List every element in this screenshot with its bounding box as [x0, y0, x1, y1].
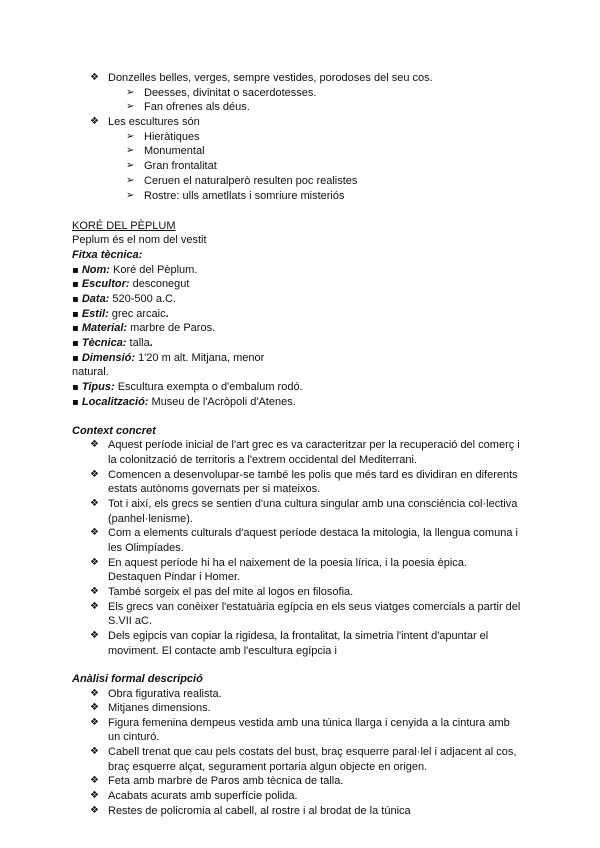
diamond-bullet-icon: ❖ — [90, 498, 99, 509]
analisi-heading: Anàlisi formal descripció — [72, 673, 203, 685]
fitxa-value: talla — [126, 337, 150, 349]
fitxa-row — [72, 380, 303, 395]
context-line: (panhel·lenisme). — [108, 513, 193, 525]
fitxa-value: grec arcaic — [108, 308, 166, 320]
arrow-bullet-icon: ➢ — [126, 131, 135, 142]
context-line: les Olimpíades. — [108, 542, 184, 554]
fitxa-row — [72, 263, 197, 278]
square-bullet-icon: ▪ — [72, 397, 79, 408]
diamond-bullet-icon: ❖ — [90, 469, 99, 480]
intro-line: Ceruen el naturalperò resulten poc realistes — [144, 175, 358, 187]
square-bullet-icon: ▪ — [72, 338, 79, 349]
arrow-bullet-icon: ➢ — [126, 145, 135, 156]
context-line: Dels egipcis van copiar la rigidesa, la frontalitat, la simetria l'intent d'apuntar el — [108, 630, 489, 642]
fitxa-row — [72, 336, 153, 351]
section-subtitle: Peplum és el nom del vestit — [72, 234, 207, 246]
analisi-line: Feta amb marbre de Paros amb tècnica de talla. — [108, 775, 344, 787]
analisi-line: Restes de policromia al cabell, al rostre i al brodat de la túnica — [108, 805, 411, 817]
analisi-line: braç esquerre alçat, segurament portaria algun objecte en origen. — [108, 761, 428, 773]
fitxa-label: Dimensió: — [81, 352, 136, 364]
fitxa-row — [72, 277, 189, 292]
analisi-line: Acabats acurats amb superfície polida. — [108, 790, 298, 802]
fitxa-row — [72, 395, 296, 410]
context-line: moviment. El contacte amb l'escultura egípcia i — [108, 645, 337, 657]
context-line: En aquest període hi ha el naixement de la poesia lírica, i la poesia èpica. — [108, 557, 467, 569]
fitxa-label: Tècnica: — [81, 337, 127, 349]
arrow-bullet-icon: ➢ — [126, 101, 135, 112]
fitxa-value-cont: natural. — [72, 366, 109, 378]
analisi-line: un cinturó. — [108, 731, 160, 743]
context-line: la colonització de territoris a l'extrem occidental del Mediterrani. — [108, 454, 418, 466]
context-line: Comencen a desenvolupar-se també les polis que més tard es dividiran en diferents — [108, 469, 518, 481]
arrow-bullet-icon: ➢ — [126, 87, 135, 98]
context-line: També sorgeix el pas del mite al logos en filosofia. — [108, 586, 354, 598]
arrow-bullet-icon: ➢ — [126, 175, 135, 186]
context-line: Els grecs van conèixer l'estatuària egípcia en els seus viatges comercials a partir del — [108, 601, 521, 613]
arrow-bullet-icon: ➢ — [126, 160, 135, 171]
fitxa-label: Localització: — [81, 396, 149, 408]
fitxa-heading: Fitxa tècnica: — [72, 249, 143, 261]
context-line: Com a elements culturals d'aquest període destaca la mitologia, la llengua comuna i — [108, 527, 518, 539]
fitxa-row — [72, 292, 176, 307]
analisi-line: Mitjanes dimensions. — [108, 702, 211, 714]
diamond-bullet-icon: ❖ — [90, 717, 99, 728]
fitxa-label: Nom: — [81, 264, 110, 276]
diamond-bullet-icon: ❖ — [90, 527, 99, 538]
diamond-bullet-icon: ❖ — [90, 116, 99, 127]
fitxa-label: Material: — [81, 322, 128, 334]
intro-line: Hieràtiques — [144, 131, 200, 143]
diamond-bullet-icon: ❖ — [90, 601, 99, 612]
intro-line: Rostre: ulls ametllats i somriure misteriós — [144, 190, 345, 202]
square-bullet-icon: ▪ — [72, 279, 79, 290]
arrow-bullet-icon: ➢ — [126, 190, 135, 201]
square-bullet-icon: ▪ — [72, 294, 79, 305]
diamond-bullet-icon: ❖ — [90, 557, 99, 568]
fitxa-value: Escultura exempta o d'embalum rodó. — [114, 381, 303, 393]
analisi-line: Obra figurativa realista. — [108, 688, 222, 700]
diamond-bullet-icon: ❖ — [90, 688, 99, 699]
intro-line: Donzelles belles, verges, sempre vestides, porodoses del seu cos. — [108, 72, 433, 84]
context-heading: Context concret — [72, 425, 156, 437]
fitxa-label: Tipus: — [81, 381, 115, 393]
fitxa-value: marbre de Paros. — [127, 322, 216, 334]
diamond-bullet-icon: ❖ — [90, 790, 99, 801]
analisi-line: Cabell trenat que cau pels costats del bust, braç esquerre paral·lel i adjacent al cos, — [108, 746, 517, 758]
diamond-bullet-icon: ❖ — [90, 630, 99, 641]
fitxa-label: Data: — [81, 293, 110, 305]
context-line: Aquest període inicial de l'art grec es va caracteritzar per la recuperació del comerç i — [108, 439, 520, 451]
fitxa-label: Estil: — [81, 308, 109, 320]
fitxa-value: Museu de l'Acròpoli d'Atenes. — [148, 396, 296, 408]
intro-line: Deesses, divinitat o sacerdotesses. — [144, 87, 317, 99]
fitxa-value: desconegut — [129, 278, 190, 290]
fitxa-row — [72, 351, 264, 366]
square-bullet-icon: ▪ — [72, 382, 79, 393]
analisi-line: Figura femenina dempeus vestida amb una túnica llarga i cenyida a la cintura amb — [108, 717, 510, 729]
diamond-bullet-icon: ❖ — [90, 702, 99, 713]
diamond-bullet-icon: ❖ — [90, 746, 99, 757]
square-bullet-icon: ▪ — [72, 323, 79, 334]
fitxa-label: Escultor: — [81, 278, 130, 290]
diamond-bullet-icon: ❖ — [90, 586, 99, 597]
fitxa-row — [72, 307, 169, 322]
intro-line: Fan ofrenes als déus. — [144, 101, 250, 113]
fitxa-row — [72, 321, 215, 336]
section-title: KORÉ DEL PÈPLUM — [72, 220, 176, 232]
context-line: Tot i així, els grecs se sentien d'una cultura singular amb una consciència col·lectiva — [108, 498, 518, 510]
fitxa-value: 1'20 m alt. Mitjana, menor — [135, 352, 265, 364]
diamond-bullet-icon: ❖ — [90, 72, 99, 83]
context-line: estats autònoms governats per si mateixos. — [108, 483, 321, 495]
intro-line: Les escultures són — [108, 116, 200, 128]
fitxa-dot: . — [165, 308, 169, 320]
fitxa-dot: . — [149, 337, 153, 349]
square-bullet-icon: ▪ — [72, 309, 79, 320]
fitxa-value: 520-500 a.C. — [109, 293, 177, 305]
diamond-bullet-icon: ❖ — [90, 805, 99, 816]
intro-line: Monumental — [144, 145, 205, 157]
context-line: S.VII aC. — [108, 615, 153, 627]
context-line: Destaquen Pindar i Homer. — [108, 571, 241, 583]
square-bullet-icon: ▪ — [72, 265, 79, 276]
diamond-bullet-icon: ❖ — [90, 439, 99, 450]
diamond-bullet-icon: ❖ — [90, 775, 99, 786]
intro-line: Gran frontalitat — [144, 160, 217, 172]
fitxa-value: Koré del Pèplum. — [109, 264, 198, 276]
square-bullet-icon: ▪ — [72, 353, 79, 364]
